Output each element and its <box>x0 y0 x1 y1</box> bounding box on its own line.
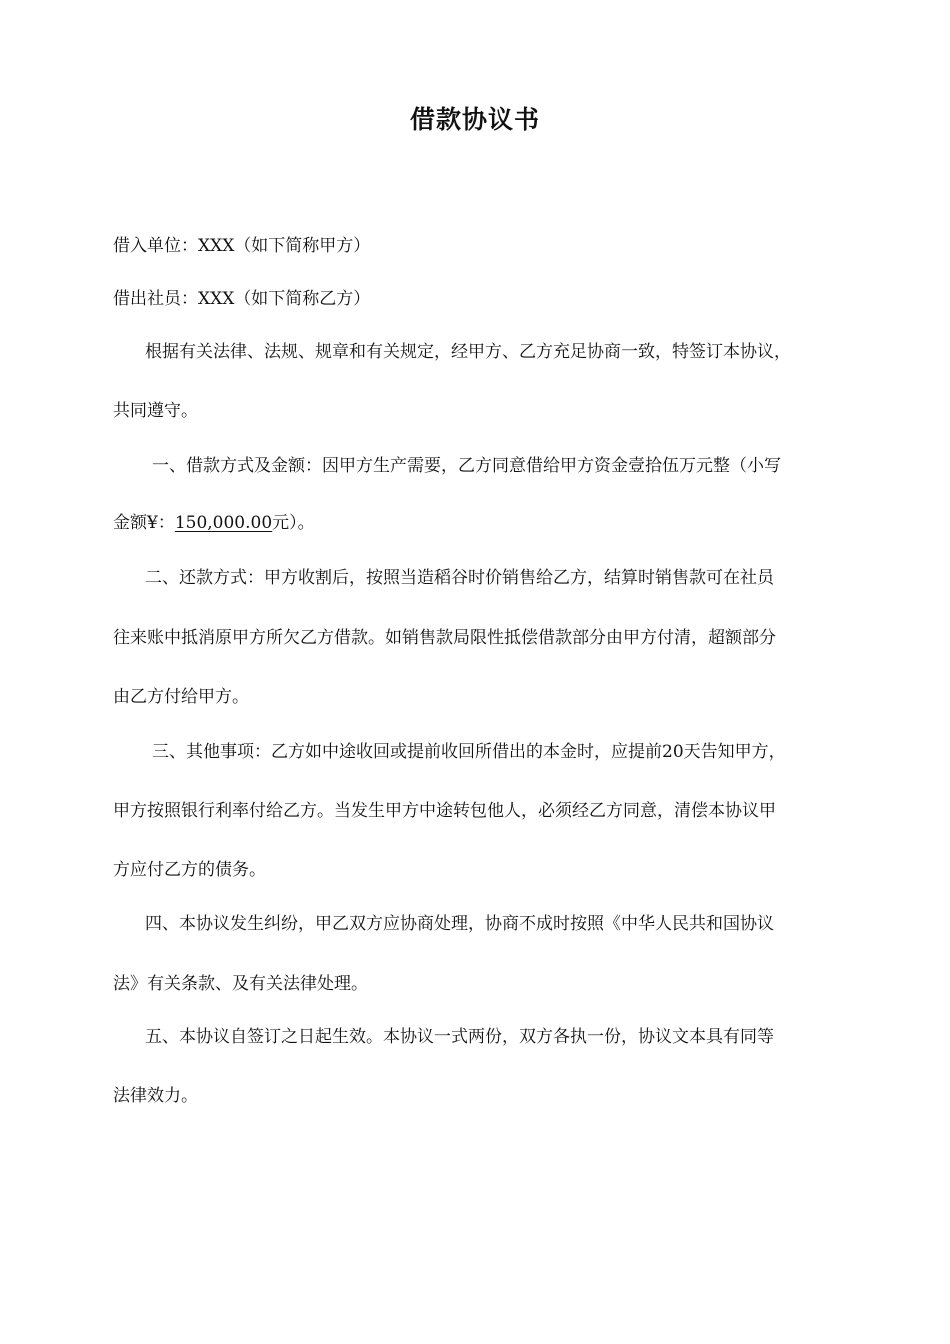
intro-line-2: 共同遵守。 <box>113 401 198 421</box>
intro-line-1: 根据有关法律、法规、规章和有关规定，经甲方、乙方充足协商一致，特签订本协议， <box>145 342 791 362</box>
clause5-line-1: 五、本协议自签订之日起生效。本协议一式两份，双方各执一份，协议文本具有同等 <box>145 1027 774 1047</box>
document-title: 借款协议书 <box>409 105 540 134</box>
clause2-line-2: 往来账中抵消原甲方所欠乙方借款。如销售款局限性抵偿借款部分由甲方付清，超额部分 <box>113 628 776 648</box>
clause3-line-1: 三、其他事项：乙方如中途收回或提前收回所借出的本金时，应提前20天告知甲方， <box>152 742 786 762</box>
clause1-line-2 <box>113 512 315 534</box>
clause4-line-1: 四、本协议发生纠纷，甲乙双方应协商处理，协商不成时按照《中华人民共和国协议 <box>145 914 774 934</box>
amount-value: 150,000.00 <box>174 513 273 533</box>
clause1-line-1: 一、借款方式及金额：因甲方生产需要，乙方同意借给甲方资金壹拾伍万元整（小写 <box>152 456 781 476</box>
borrower-line: 借入单位：XXX（如下简称甲方） <box>113 236 371 256</box>
clause3-line-3: 方应付乙方的债务。 <box>113 860 266 880</box>
clause2-line-3: 由乙方付给甲方。 <box>113 687 249 707</box>
clause5-line-2: 法律效力。 <box>113 1086 198 1106</box>
clause3-line-2: 甲方按照银行利率付给乙方。当发生甲方中途转包他人，必须经乙方同意，清偿本协议甲 <box>113 801 776 821</box>
amount-label: 金额¥： <box>113 513 175 533</box>
amount-suffix: 元）。 <box>272 513 315 533</box>
lender-line: 借出社员：XXX（如下简称乙方） <box>113 289 371 309</box>
clause4-line-2: 法》有关条款、及有关法律处理。 <box>113 974 368 994</box>
clause2-line-1: 二、还款方式：甲方收割后，按照当造稻谷时价销售给乙方，结算时销售款可在社员 <box>145 568 774 588</box>
